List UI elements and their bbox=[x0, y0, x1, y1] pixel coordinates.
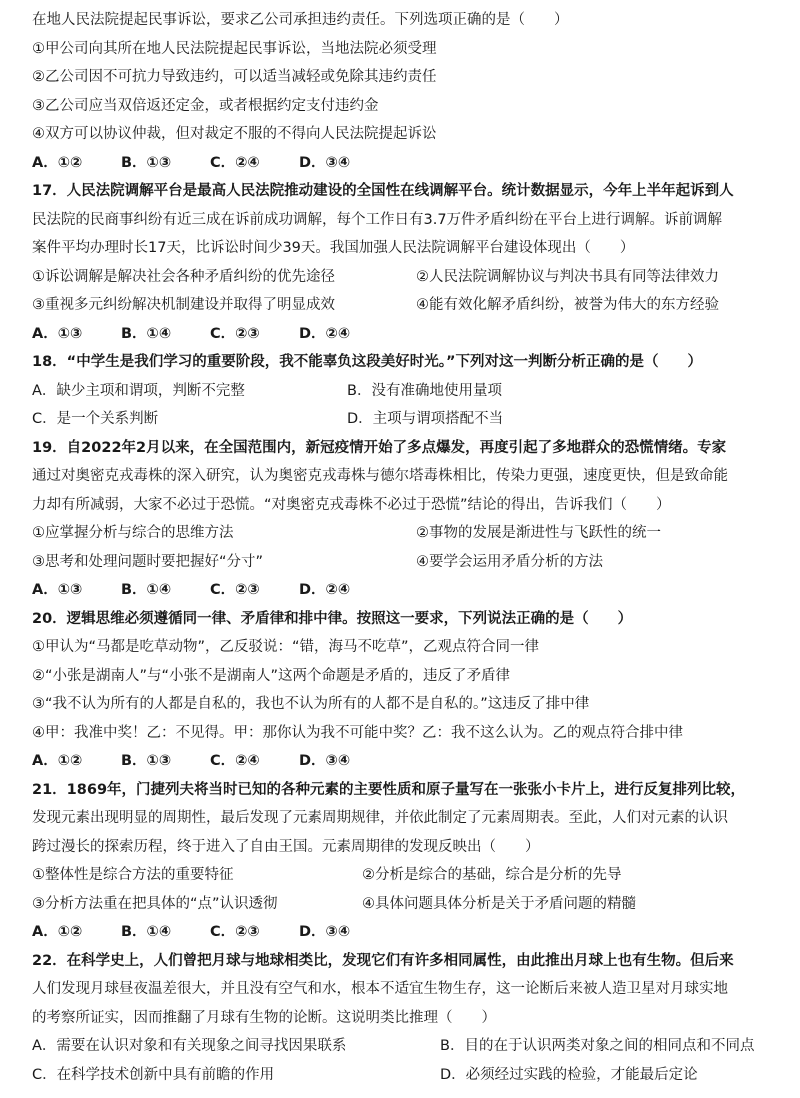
q16-answer-a: A．①② bbox=[32, 154, 83, 171]
q21-answer-b: B．①④ bbox=[121, 924, 172, 940]
q17-options-row-2 bbox=[32, 291, 772, 320]
q21-stem-line-2: 发现元素出现明显的周期性，最后发现了元素周期规律，并依此制定了元素周期表。至此，人们对元素的认识 bbox=[32, 810, 728, 826]
q20-answer-b: B．①③ bbox=[121, 753, 172, 769]
q16-answer-d: D．③④ bbox=[299, 154, 351, 171]
q21-option-1: ①整体性是综合方法的重要特征 bbox=[32, 867, 234, 883]
q21-option-3: ③分析方法重在把具体的“点”认识透彻 bbox=[32, 895, 278, 912]
q19-answers bbox=[32, 576, 772, 605]
q22-stem-line-3: 的考察所证实，因而推翻了月球有生物的论断。这说明类比推理（ ） bbox=[32, 1009, 496, 1026]
q21-option-4: ④具体问题具体分析是关于矛盾问题的精髓 bbox=[362, 895, 636, 912]
q18-stem: 18．“中学生是我们学习的重要阶段，我不能辜负这段美好时光。”下列对这一判断分析正确的是（ ） bbox=[32, 354, 702, 370]
q16-option-3: ③乙公司应当双倍返还定金，或者根据约定支付违约金 bbox=[32, 97, 379, 114]
q17-option-1: ①诉讼调解是解决社会各种矛盾纠纷的优先途径 bbox=[32, 268, 335, 285]
q20-answer-d: D．③④ bbox=[299, 753, 351, 769]
q19-options-row-1 bbox=[32, 519, 772, 548]
q17-option-4: ④能有效化解矛盾纠纷，被誉为伟大的东方经验 bbox=[416, 297, 719, 313]
q17-stem-line-2: 民法院的民商事纠纷有近三成在诉前成功调解，每个工作日有3.7万件矛盾纠纷在平台上进行调解。诉前调解 bbox=[32, 211, 723, 228]
q18-options-row-1 bbox=[32, 377, 772, 406]
q22-stem-line-2: 人们发现月球昼夜温差很大，并且没有空气和水，根本不适宜生物生存，这一论断后来被人造卫星对月球实地 bbox=[32, 981, 728, 997]
q19-options-row-2 bbox=[32, 548, 772, 577]
q17-options-row-1 bbox=[32, 263, 772, 292]
q20-option-2: ②“小张是湖南人”与“小张不是湖南人”这两个命题是矛盾的，违反了矛盾律 bbox=[32, 667, 511, 684]
q19-option-4: ④要学会运用矛盾分析的方法 bbox=[416, 553, 603, 570]
q22-options-row-2 bbox=[32, 1061, 772, 1090]
q22-stem-line-1: 22．在科学史上，人们曾把月球与地球相类比，发现它们有许多相同属性，由此推出月球上也有生物。但后来 bbox=[32, 952, 734, 969]
q19-stem-line-2: 通过对奥密克戎毒株的深入研究，认为奥密克戎毒株与德尔塔毒株相比，传染力更强，速度更快，但是致命能 bbox=[32, 468, 728, 484]
q16-stem: 在地人民法院提起民事诉讼，要求乙公司承担违约责任。下列选项正确的是（ ） bbox=[32, 12, 569, 28]
q20-stem: 20．逻辑思维必须遵循同一律、矛盾律和排中律。按照这一要求，下列说法正确的是（ ） bbox=[32, 610, 633, 627]
q16-option-1: ①甲公司向其所在地人民法院提起民事诉讼，当地法院必须受理 bbox=[32, 40, 437, 57]
q22-option-d: D．必须经过实践的检验，才能最后定论 bbox=[440, 1066, 698, 1083]
q19-option-1: ①应掌握分析与综合的思维方法 bbox=[32, 525, 234, 541]
q19-option-3: ③思考和处理问题时要把握好“分寸” bbox=[32, 553, 264, 570]
q18-option-b: B．没有准确地使用量项 bbox=[347, 382, 502, 399]
q21-answer-d: D．③④ bbox=[299, 924, 351, 940]
q22-options-row-1 bbox=[32, 1032, 772, 1061]
q21-stem-line-1: 21．1869年，门捷列夫将当时已知的各种元素的主要性质和原子量写在一张张小卡片上，进行反复排列比较， bbox=[32, 781, 746, 798]
q22-option-c: C．在科学技术创新中具有前瞻的作用 bbox=[32, 1066, 275, 1083]
q18-option-a: A．缺少主项和谓项，判断不完整 bbox=[32, 382, 245, 399]
q21-answers bbox=[32, 918, 772, 947]
q17-answer-d: D．②④ bbox=[299, 325, 351, 342]
q21-option-2: ②分析是综合的基础，综合是分析的先导 bbox=[362, 867, 622, 883]
q21-stem-line-3: 跨过漫长的探索历程，终于进入了自由王国。元素周期律的发现反映出（ ） bbox=[32, 838, 540, 855]
q21-options-row-2 bbox=[32, 890, 772, 919]
q20-option-3: ③“我不认为所有的人都是自私的，我也不认为所有的人都不是自私的。”这违反了排中律 bbox=[32, 696, 590, 712]
q17-answer-b: B．①④ bbox=[121, 325, 172, 342]
q20-answer-c: C．②④ bbox=[210, 753, 260, 769]
q17-option-3: ③重视多元纠纷解决机制建设并取得了明显成效 bbox=[32, 297, 335, 313]
q16-option-2: ②乙公司因不可抗力导致违约，可以适当减轻或免除其违约责任 bbox=[32, 69, 437, 85]
q19-stem-line-1: 19．自2022年2月以来，在全国范围内，新冠疫情开始了多点爆发，再度引起了多地群众的恐慌情绪。专家 bbox=[32, 439, 727, 456]
q19-answer-b: B．①④ bbox=[121, 582, 172, 598]
q17-stem-line-3: 案件平均办理时长17天，比诉讼时间少39天。我国加强人民法院调解平台建设体现出（ ） bbox=[32, 240, 635, 256]
q19-stem-line-3: 力却有所减弱，大家不必过于恐慌。“对奥密克戎毒株不必过于恐慌”结论的得出，告诉我们（ ） bbox=[32, 496, 671, 513]
q17-option-2: ②人民法院调解协议与判决书具有同等法律效力 bbox=[416, 268, 719, 285]
q21-answer-c: C．②③ bbox=[210, 924, 260, 940]
q20-answers bbox=[32, 747, 772, 776]
q18-options-row-2 bbox=[32, 405, 772, 434]
q22-option-a: A．需要在认识对象和有关现象之间寻找因果联系 bbox=[32, 1038, 347, 1054]
q16-answer-c: C．②④ bbox=[210, 154, 260, 171]
q21-options-row-1 bbox=[32, 861, 772, 890]
q16-answers bbox=[32, 149, 772, 178]
q17-stem-line-1: 17．人民法院调解平台是最高人民法院推动建设的全国性在线调解平台。统计数据显示，今年上半年起诉到人 bbox=[32, 183, 734, 199]
q18-option-d: D．主项与谓项搭配不当 bbox=[347, 411, 504, 427]
q19-answer-d: D．②④ bbox=[299, 582, 351, 598]
q20-answer-a: A．①② bbox=[32, 753, 83, 769]
q17-answers bbox=[32, 320, 772, 349]
q19-answer-a: A．①③ bbox=[32, 582, 83, 598]
q21-answer-a: A．①② bbox=[32, 924, 83, 940]
q16-answer-b: B．①③ bbox=[121, 154, 172, 171]
q19-option-2: ②事物的发展是渐进性与飞跃性的统一 bbox=[416, 525, 661, 541]
q19-answer-c: C．②③ bbox=[210, 582, 260, 598]
q17-answer-a: A．①③ bbox=[32, 325, 83, 342]
q20-option-1: ①甲认为“马都是吃草动物”，乙反驳说：“错，海马不吃草”，乙观点符合同一律 bbox=[32, 639, 540, 655]
q16-option-4: ④双方可以协议仲裁，但对裁定不服的不得向人民法院提起诉讼 bbox=[32, 126, 437, 142]
q18-option-c: C．是一个关系判断 bbox=[32, 411, 159, 427]
q20-option-4: ④甲：我准中奖！乙：不见得。甲：那你认为我不可能中奖？乙：我不这么认为。乙的观点符合排中律 bbox=[32, 724, 683, 741]
q17-answer-c: C．②③ bbox=[210, 325, 260, 342]
q22-option-b: B．目的在于认识两类对象之间的相同点和不同点 bbox=[440, 1038, 755, 1054]
